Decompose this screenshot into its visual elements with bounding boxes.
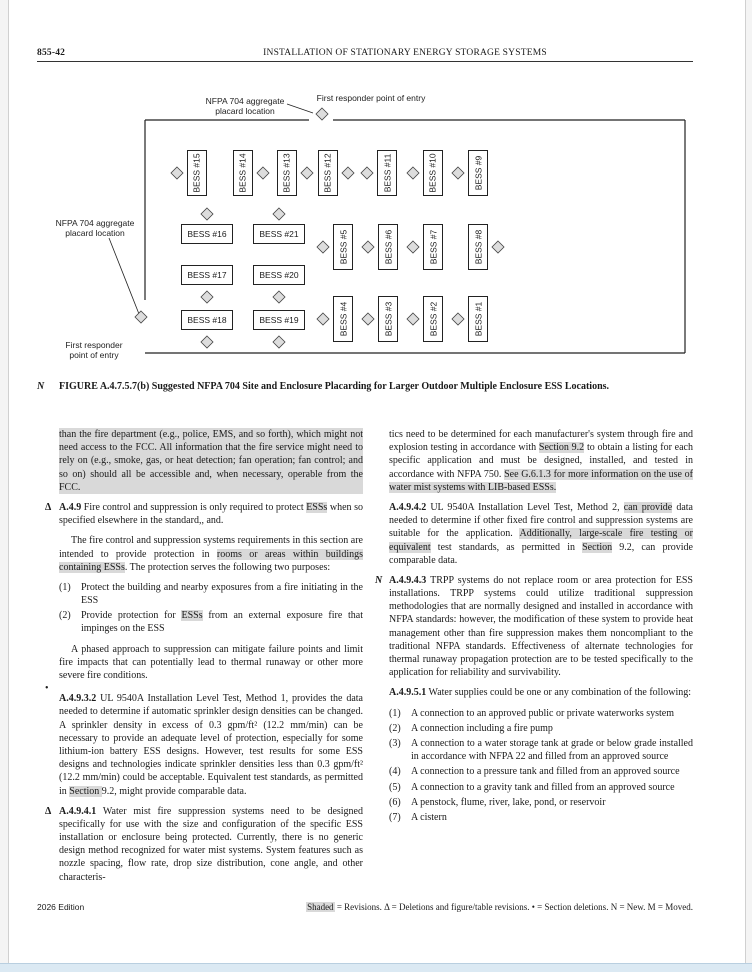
section-a4932 xyxy=(45,683,363,798)
section-a4951 xyxy=(389,686,693,699)
page-header xyxy=(37,48,693,62)
legend-shaded: Shaded xyxy=(307,902,334,912)
bess-unit xyxy=(468,296,488,342)
revision-legend xyxy=(306,902,693,912)
list-number: (2) xyxy=(389,722,401,734)
bess-unit: BESS #18 xyxy=(181,310,233,330)
section-id: A.4.9.3.2 xyxy=(59,693,97,705)
section-a4943 xyxy=(375,574,693,680)
list-text: A connection to an approved public or private waterworks system xyxy=(411,707,674,719)
placard-diamond xyxy=(452,313,464,325)
bess-unit xyxy=(318,150,338,196)
placard-diamond xyxy=(361,167,373,179)
placard-label-left: NFPA 704 aggregate placard location xyxy=(55,218,135,238)
section-a4941 xyxy=(45,805,363,884)
section-a49 xyxy=(45,501,363,527)
placard-diamond xyxy=(201,291,213,303)
list-number: (4) xyxy=(389,766,401,778)
section-text: Water mist fire suppression systems need to be designed specifically for use with the size and configuration of the specific ESS installation or enclosure being protected. Currently, there is no generic design method recognized for water mist systems. System features such as nozzle spacing, flow rate, drop size distribution, cone angle, and other characteris- xyxy=(59,805,363,883)
placard-diamond xyxy=(273,291,285,303)
para-text: to obtain a listing for each specific application and must be designed, installed, and tested in accordance with NFPA 750. xyxy=(389,442,693,480)
bess-unit xyxy=(423,150,443,196)
entry-label-top: First responder point of entry xyxy=(316,93,426,103)
section-text: Fire control and suppression is only required to protect xyxy=(81,501,307,513)
paragraph-fcc: than the fire department (e.g., police, EMS, and so forth), which might not need access to the FCC. All information that the fire service might need to rely on (e.g., smoke, gas, or heat detection; fan operation; fan control; and so on) should all be accessible and, when necessary, operable from the FCC. xyxy=(59,429,363,493)
paragraph-water-mist-cont xyxy=(389,428,693,494)
bess-unit xyxy=(468,150,488,196)
bess-label: BESS #8 xyxy=(473,229,483,265)
section-text: test standards, as permitted in xyxy=(430,541,583,553)
bess-unit: BESS #16 xyxy=(181,224,233,244)
new-marker: N xyxy=(375,574,383,586)
list-text: A penstock, flume, river, lake, pond, or reservoir xyxy=(411,796,606,808)
list-text: Provide protection for xyxy=(81,610,182,622)
placard-diamond xyxy=(273,336,285,348)
list-item xyxy=(59,609,363,635)
bess-label: BESS #9 xyxy=(473,155,483,191)
section-id: A.4.9.4.2 xyxy=(389,501,427,513)
bess-label: BESS #4 xyxy=(338,301,348,337)
list-text: A connection to a water storage tank at grade or below grade installed in accordance with NFPA 22 and filled from an approved source xyxy=(411,737,693,763)
list-item xyxy=(389,722,693,735)
list-text: A connection including a fire pump xyxy=(411,722,553,734)
edition-label: 2026 Edition xyxy=(37,902,85,912)
revision-highlight: Section 9.2 xyxy=(538,442,585,454)
revision-highlight: rooms or areas within buildings containing ESSs xyxy=(59,548,363,573)
bess-unit xyxy=(423,224,443,270)
section-id: A.4.9 xyxy=(59,501,82,513)
section-text: data needed to determine if other fixed fire control and suppression systems are suitable for the application. xyxy=(389,501,693,540)
paragraph-phased: A phased approach to suppression can mitigate failure points and limit fire impacts that can potentially lead to thermal runaway or other more severe fire conditions. xyxy=(59,643,363,681)
placard-label-top: NFPA 704 aggregate placard location xyxy=(205,96,285,116)
bess-unit xyxy=(378,296,398,342)
entry-label-left: First responder point of entry xyxy=(65,340,123,360)
right-column xyxy=(375,428,693,831)
document-page xyxy=(8,0,746,963)
placard-diamond xyxy=(201,336,213,348)
placard-diamond xyxy=(342,167,354,179)
list-number: (1) xyxy=(389,707,401,719)
para-text: The fire control and suppression systems requirements in this section are intended to provide protection in xyxy=(59,535,363,560)
bess-label: BESS #13 xyxy=(282,153,293,193)
bess-label: BESS #11 xyxy=(382,153,392,193)
placard-diamond xyxy=(301,167,313,179)
bess-label: BESS #14 xyxy=(238,153,249,193)
placard-diamond xyxy=(273,208,285,220)
list-text: A cistern xyxy=(411,811,447,823)
placard-diamond xyxy=(201,208,213,220)
list-text: from an external exposure fire that impinges on the ESS xyxy=(81,610,363,635)
bess-unit xyxy=(378,224,398,270)
section-text: TRPP systems do not replace room or area protection for ESS installations. TRPP systems could utilize traditional suppression methodologies that are normally designed and installed in accordance with NFPA standards: however, the modification of these system to provide heat management other than fire suppression makes them noncompliant to the traditional NFPA standards. Effectiveness of alternate technologies for thermal runaway propagation protection are to be tested specifically to the application for reliability and survivability. xyxy=(389,574,693,679)
section-a4942 xyxy=(389,501,693,567)
revision-highlight: ESSs xyxy=(181,610,203,622)
bess-unit: BESS #20 xyxy=(253,265,305,285)
bess-unit xyxy=(468,224,488,270)
placard-diamond xyxy=(407,313,419,325)
section-text: 9.2, can provide comparable data. xyxy=(389,541,693,566)
bess-unit: BESS #21 xyxy=(253,224,305,244)
placard-diamond xyxy=(452,167,464,179)
bess-label: BESS #15 xyxy=(192,153,203,193)
caption-text: FIGURE A.4.7.5.7(b) Suggested NFPA 704 Site and Enclosure Placarding for Larger Outdoor Multiple Enclosure ESS Locations. xyxy=(59,381,610,392)
section-text: UL 9540A Installation Level Test, Method 2, xyxy=(426,501,624,513)
list-item xyxy=(389,781,693,794)
revision-highlight: Section xyxy=(69,785,102,797)
list-number: (2) xyxy=(59,610,71,622)
bess-label: BESS #6 xyxy=(383,229,393,265)
left-column xyxy=(45,428,363,891)
list-number: (6) xyxy=(389,796,401,808)
list-item xyxy=(389,765,693,778)
deletion-marker: Δ xyxy=(45,805,52,817)
bess-unit: BESS #19 xyxy=(253,310,305,330)
water-supply-list xyxy=(389,707,693,825)
bess-unit xyxy=(377,150,397,196)
list-item xyxy=(389,811,693,824)
bess-unit xyxy=(233,150,253,196)
purpose-list xyxy=(59,581,363,636)
bess-label: BESS #10 xyxy=(428,153,439,193)
revision-highlight: See G.6.1.3 for more information on the use of water mist systems with LIB-based ESSs. xyxy=(389,468,693,493)
placard-diamond xyxy=(257,167,269,179)
list-item xyxy=(59,581,363,607)
bess-label: BESS #2 xyxy=(428,301,438,337)
list-number: (3) xyxy=(389,737,401,749)
list-number: (5) xyxy=(389,781,401,793)
placard-diamond xyxy=(171,167,183,179)
placarding-figure xyxy=(37,88,717,378)
bess-label: BESS #1 xyxy=(473,301,483,337)
bess-unit xyxy=(333,296,353,342)
placard-diamond xyxy=(492,241,504,253)
new-marker: N xyxy=(37,381,45,392)
para-text: . The protection serves the following two purposes: xyxy=(124,561,331,573)
placard-diamond xyxy=(362,241,374,253)
placard-diamond xyxy=(317,241,329,253)
placard-diamond xyxy=(317,313,329,325)
legend-text: = Revisions. Δ = Deletions and figure/table revisions. • = Section deletions. N = New. M = Moved. xyxy=(334,902,693,912)
bess-unit xyxy=(187,150,207,196)
section-deletion-dot: • xyxy=(45,683,49,695)
bess-unit: BESS #17 xyxy=(181,265,233,285)
bess-unit xyxy=(333,224,353,270)
list-text: Protect the building and nearby exposures from a fire initiating in the ESS xyxy=(81,581,363,607)
revision-highlight: Additionally, large-scale fire testing or equivalent xyxy=(389,528,693,553)
bess-label: BESS #12 xyxy=(323,153,334,193)
list-number: (7) xyxy=(389,811,401,823)
section-text: Water supplies could be one or any combination of the following: xyxy=(426,687,692,699)
paragraph-purposes xyxy=(59,534,363,574)
bess-label: BESS #7 xyxy=(428,229,438,265)
list-item xyxy=(389,737,693,763)
list-number: (1) xyxy=(59,581,71,593)
running-title: INSTALLATION OF STATIONARY ENERGY STORAGE SYSTEMS xyxy=(263,48,547,58)
section-id: A.4.9.5.1 xyxy=(389,687,427,699)
section-text: 9.2, might provide comparable data. xyxy=(101,785,247,797)
placard-diamond xyxy=(407,241,419,253)
list-text: A connection to a gravity tank and filled from an approved source xyxy=(411,781,675,793)
placard-diamond xyxy=(407,167,419,179)
section-id: A.4.9.4.3 xyxy=(389,574,427,586)
list-item xyxy=(389,707,693,720)
bess-label: BESS #3 xyxy=(383,301,393,337)
page-number: 855-42 xyxy=(37,48,66,58)
section-text: when so specified elsewhere in the standard,, and. xyxy=(59,501,363,527)
placard-diamond xyxy=(362,313,374,325)
para-text: tics need to be determined for each manufacturer's system through fire and explosion testing in accordance with xyxy=(389,429,693,454)
bess-unit xyxy=(277,150,297,196)
figure-caption xyxy=(37,380,693,393)
list-item xyxy=(389,796,693,809)
section-id: A.4.9.4.1 xyxy=(59,805,97,817)
revision-highlight: can provide xyxy=(623,501,673,513)
bess-label: BESS #5 xyxy=(338,229,348,265)
list-text: A connection to a pressure tank and filled from an approved source xyxy=(411,766,680,778)
revision-highlight: ESSs xyxy=(306,501,328,513)
revision-highlight: Section xyxy=(582,541,613,553)
bess-unit xyxy=(423,296,443,342)
deletion-marker: Δ xyxy=(45,501,52,513)
section-text: UL 9540A Installation Level Test, Method 1, provides the data needed to determine if automatic sprinkler design densities can be changed. A sprinkler density in excess of 0.3 gpm/ft² (12.2 mm/min) can be necessary to provide an adequate level of protection, especially for some lithium-ion battery ESS designs. However, test results for some ESS designs and technologies indicate sprinkler densities less than 0.3 gpm/ft² (12.2 mm/min) could be acceptable. Equivalent test standards, as permitted in xyxy=(59,693,363,797)
